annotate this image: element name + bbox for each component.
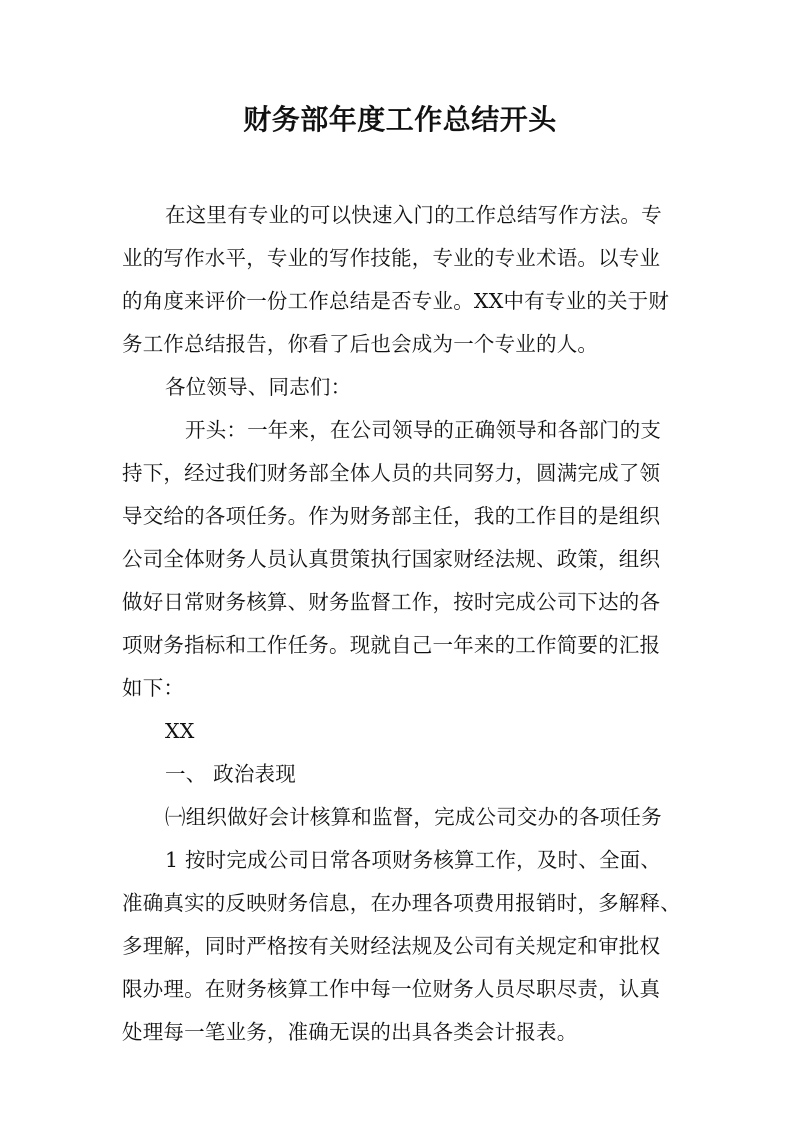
item-line: 准确真实的反映财务信息，在办理各项费用报销时，多解释、 [122,891,681,915]
opening-line: 项财务指标和工作任务。现就自己一年来的工作简要的汇报 [122,633,661,657]
opening-line: 持下，经过我们财务部全体人员的共同努力，圆满完成了领 [122,461,661,485]
opening-line: 如下： [122,676,185,700]
subsection-heading: ㈠组织做好会计核算和监督，完成公司交办的各项任务 [165,805,662,829]
opening-line: 导交给的各项任务。作为财务部主任，我的工作目的是组织 [122,504,661,528]
opening-line: 公司全体财务人员认真贯策执行国家财经法规、政策，组织 [122,547,661,571]
salutation: 各位领导、同志们： [165,375,352,399]
opening-line: 做好日常财务核算、财务监督工作，按时完成公司下达的各 [122,590,661,614]
intro-line: 务工作总结报告，你看了后也会成为一个专业的人。 [122,332,599,356]
intro-line: 在这里有专业的可以快速入门的工作总结写作方法。专 [165,203,662,227]
opening-line: 开头：一年来，在公司领导的正确领导和各部门的支 [185,418,662,442]
item-line: 多理解，同时严格按有关财经法规及公司有关规定和审批权 [122,934,661,958]
item-line: 处理每一笔业务，准确无误的出具各类会计报表。 [122,1020,578,1044]
intro-line: 业的写作水平，专业的写作技能，专业的专业术语。以专业 [122,246,661,270]
placeholder-text: XX [165,719,195,743]
item-line: 1 按时完成公司日常各项财务核算工作，及时、全面、 [165,848,662,872]
document-title: 财务部年度工作总结开头 [243,103,557,136]
item-line: 限办理。在财务核算工作中每一位财务人员尽职尽责，认真 [122,977,661,1001]
section-heading: 一、 政治表现 [165,762,296,786]
intro-line: 的角度来评价一份工作总结是否专业。XX中有专业的关于财 [122,289,670,313]
